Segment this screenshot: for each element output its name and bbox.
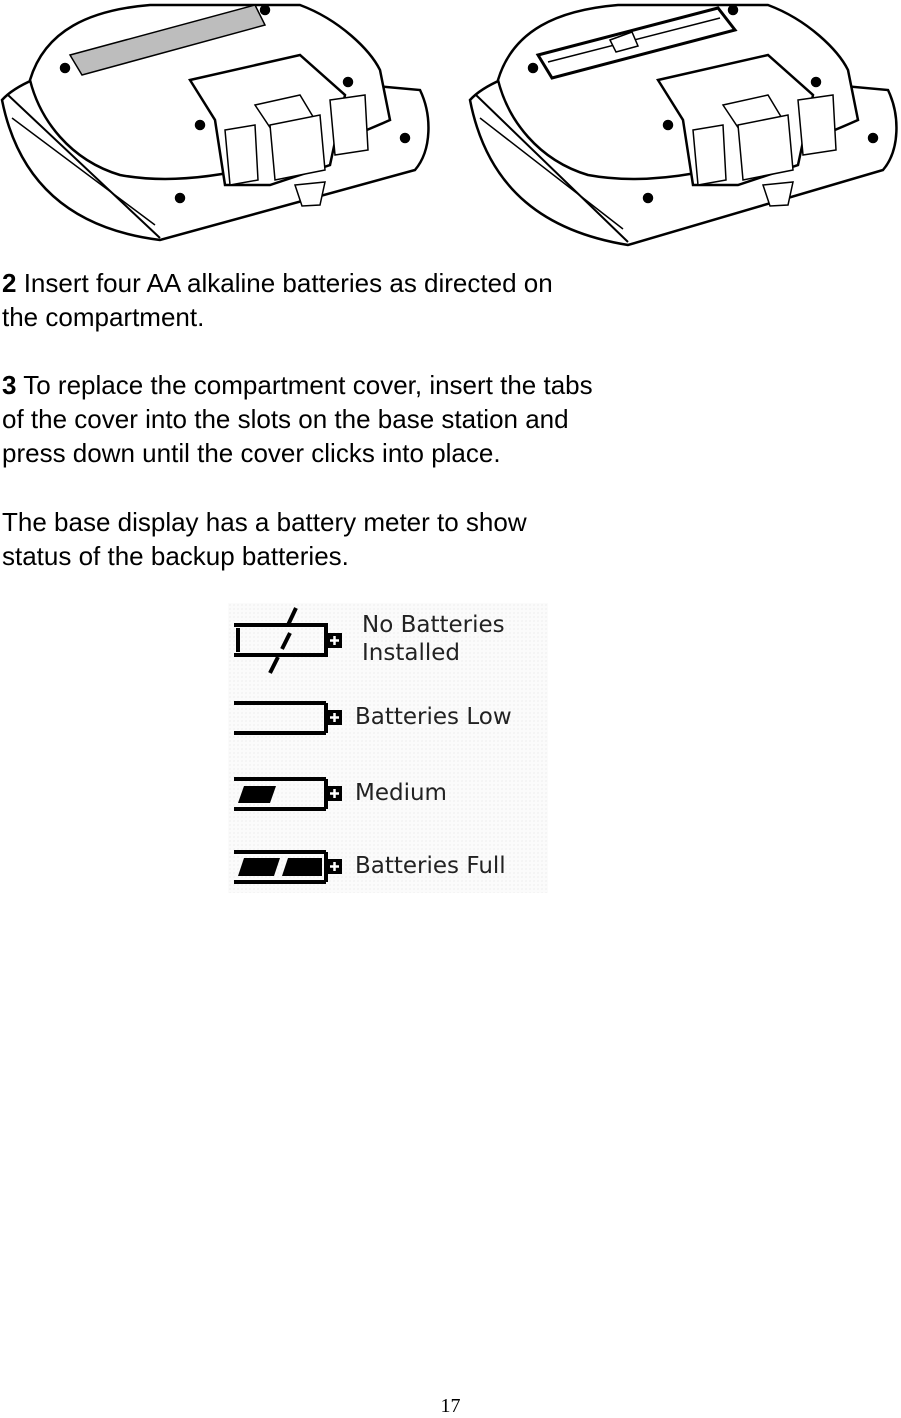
base-station-cover-off-icon bbox=[470, 5, 896, 245]
legend-row-batteries-full bbox=[228, 848, 548, 908]
step-text: Insert four AA alkaline batteries as directed on bbox=[23, 268, 553, 298]
note-text: The base display has a battery meter to show bbox=[2, 507, 527, 537]
note-text: status of the backup batteries. bbox=[2, 541, 349, 571]
battery-medium-icon bbox=[230, 775, 360, 815]
step-text: of the cover into the slots on the base station and bbox=[2, 404, 569, 434]
legend-row-medium bbox=[228, 775, 548, 835]
battery-none-icon bbox=[230, 603, 360, 678]
legend-label-batteries-low: Batteries Low bbox=[355, 704, 512, 730]
step-text: the compartment. bbox=[2, 302, 205, 332]
step-number: 2 bbox=[2, 268, 17, 298]
step-3-paragraph bbox=[2, 368, 702, 470]
base-station-cover-on-icon bbox=[2, 5, 428, 240]
legend-row-batteries-low bbox=[228, 699, 548, 759]
base-station-illustrations bbox=[0, 0, 901, 250]
battery-low-icon bbox=[230, 699, 360, 739]
legend-label-batteries-full: Batteries Full bbox=[355, 853, 506, 879]
legend-label-no-batteries-line1: No Batteries bbox=[362, 612, 505, 638]
legend-label-no-batteries-line2: Installed bbox=[362, 640, 460, 666]
step-text: press down until the cover clicks into place. bbox=[2, 438, 501, 468]
battery-meter-note bbox=[2, 505, 702, 573]
legend-row-no-batteries bbox=[228, 603, 548, 666]
legend-label-medium: Medium bbox=[355, 780, 447, 806]
step-text: To replace the compartment cover, insert the tabs bbox=[23, 370, 593, 400]
battery-full-icon bbox=[230, 848, 360, 888]
page-number: 17 bbox=[440, 1395, 461, 1417]
step-number: 3 bbox=[2, 370, 17, 400]
battery-meter-legend bbox=[228, 603, 548, 893]
step-2-paragraph bbox=[2, 266, 702, 334]
